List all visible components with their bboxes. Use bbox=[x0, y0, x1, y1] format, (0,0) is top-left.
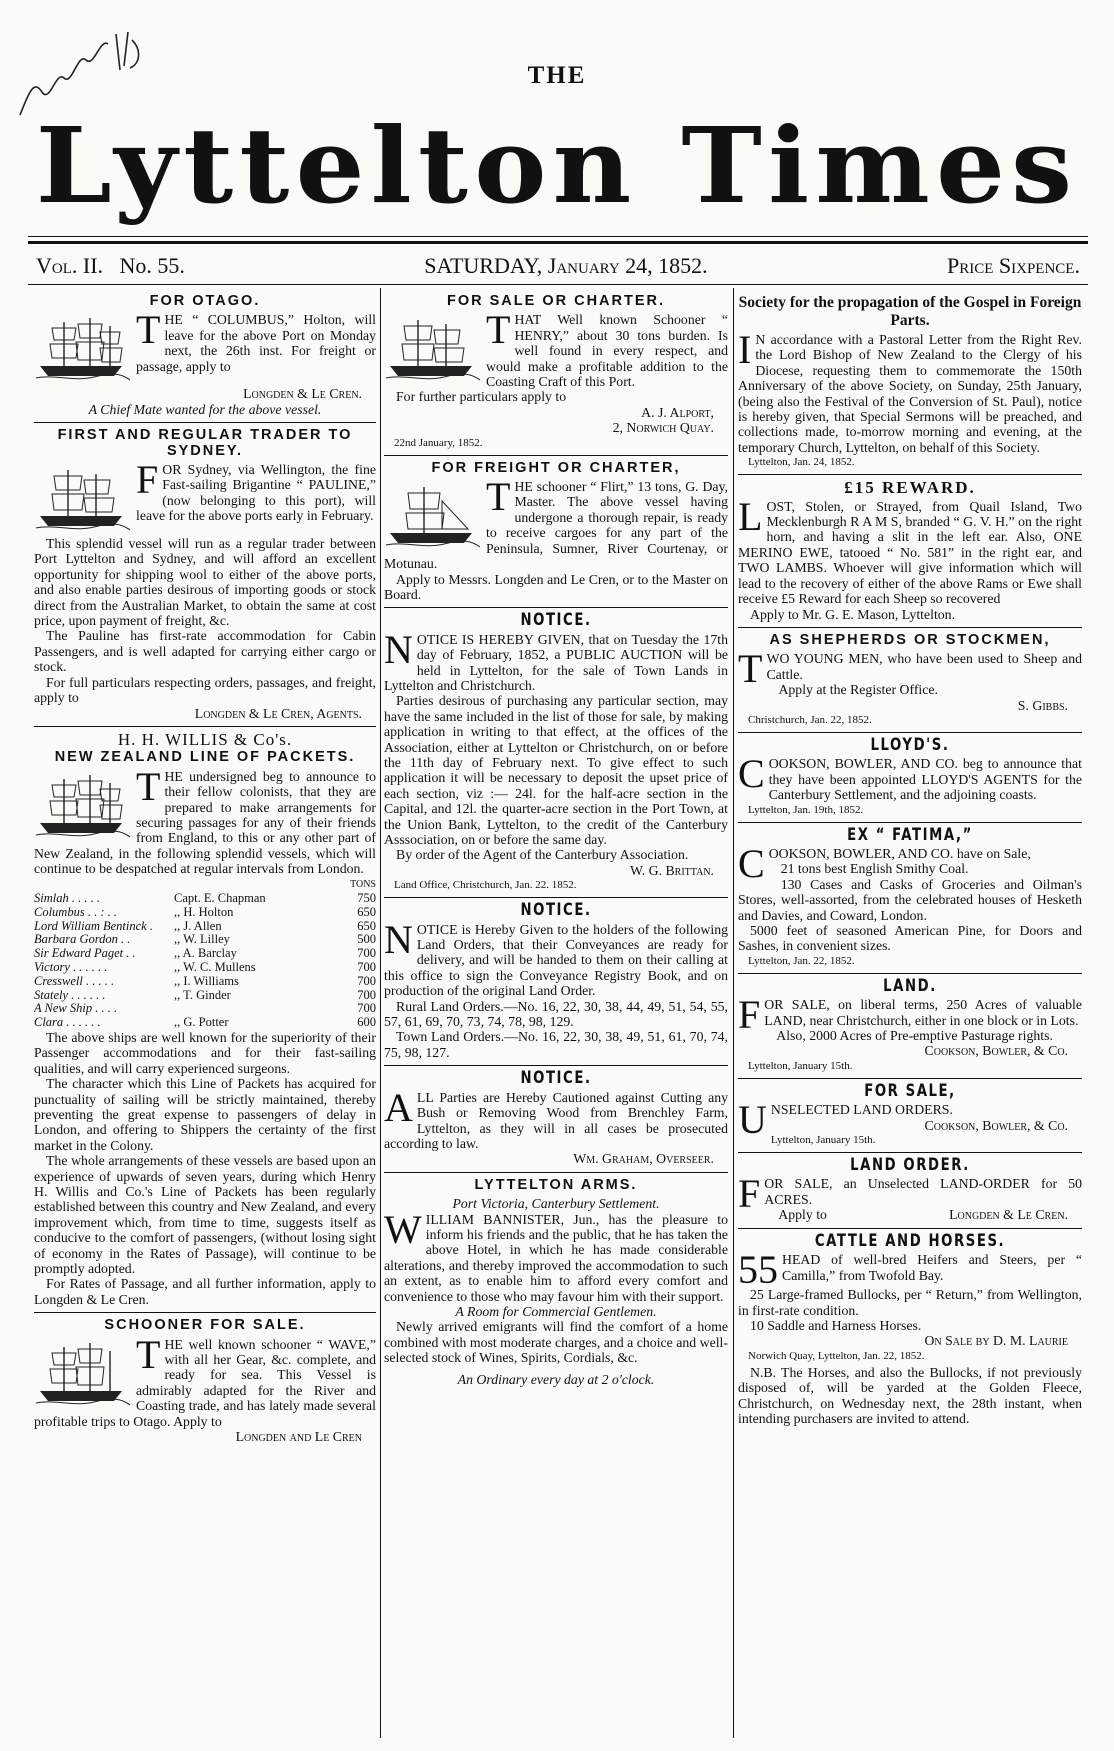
drop-cap: T bbox=[738, 646, 763, 692]
vessel-row bbox=[34, 947, 376, 961]
ad-text: WO YOUNG MEN, who have been used to Sheep and Cattle. bbox=[766, 651, 1082, 682]
ship-icon bbox=[384, 481, 480, 551]
column-divider bbox=[733, 288, 734, 1738]
ad-heading: NOTICE. bbox=[520, 900, 592, 921]
ad-date: Christchurch, Jan. 22, 1852. bbox=[748, 713, 872, 726]
vessel-name: Simlah . . . . . bbox=[34, 890, 100, 905]
vessel-captain: ,, J. Allen bbox=[174, 918, 222, 933]
ad-sydney bbox=[34, 428, 376, 721]
ad-paragraph: By order of the Agent of the Canterbury Association. bbox=[396, 847, 689, 863]
price: Price Sixpence. bbox=[947, 253, 1080, 278]
ad-paragraph: Also, 2000 Acres of Pre-emptive Pasturage rights. bbox=[776, 1028, 1053, 1044]
column-left bbox=[34, 292, 376, 1742]
drop-cap: F bbox=[738, 1171, 761, 1217]
ad-text: OR SALE, on liberal terms, 250 Acres of valuable LAND, near Christchurch, either in one block or in Lots. bbox=[764, 997, 1082, 1028]
vessel-name: Sir Edward Paget . . bbox=[34, 946, 136, 961]
ad-otago bbox=[34, 294, 376, 417]
vessel-name: Cresswell . . . . . bbox=[34, 973, 115, 988]
ad-signature: Cookson, Bowler, & Co. bbox=[924, 1043, 1068, 1059]
drop-cap: T bbox=[136, 1331, 161, 1377]
drop-cap: 55 bbox=[738, 1247, 778, 1293]
drop-cap: U bbox=[738, 1097, 767, 1143]
list-item: 21 tons best English Smithy Coal. bbox=[780, 861, 969, 877]
ad-note: A Room for Commercial Gentlemen. bbox=[455, 1303, 657, 1319]
ad-land-order bbox=[738, 1155, 1082, 1223]
vessel-name: Barbara Gordon . . bbox=[34, 932, 131, 947]
ad-paragraph: N.B. The Horses, and also the Bullocks, if not previously disposed of, will be yarded at the Golden Fleece, Christchurch, on Wednesday next, the 28th instant, when intending purchasers are invited to attend. bbox=[738, 1364, 1082, 1426]
ad-heading: AS SHEPHERDS OR STOCKMEN, bbox=[769, 631, 1051, 648]
vessel-name: Clara . . . . . . bbox=[34, 1015, 101, 1030]
ad-paragraph: Apply at the Register Office. bbox=[778, 682, 938, 698]
ad-paragraph: The above ships are well known for the superiority of their Passenger accommodations and for their fast-sailing qualities, and will carry experienced surgeons. bbox=[34, 1029, 376, 1076]
drop-cap: C bbox=[738, 840, 765, 886]
ad-fatima bbox=[738, 824, 1082, 968]
ad-heading: NOTICE. bbox=[520, 1068, 592, 1089]
vessel-captain: ,, W. C. Mullens bbox=[174, 959, 256, 974]
vessel-captain bbox=[174, 1002, 342, 1016]
ad-paragraph: For Rates of Passage, and all further information, apply to Longden & Le Cren. bbox=[34, 1276, 376, 1307]
dateline bbox=[36, 250, 1080, 282]
vessel-tons: 700 bbox=[357, 1001, 376, 1016]
drop-cap: A bbox=[384, 1084, 413, 1130]
ad-date: Lyttelton, Jan. 19th, 1852. bbox=[748, 803, 864, 816]
ad-text: HAT Well known Schooner “ HENRY,” about 30 tons burden. Is well found in every respect, and would make a profitable addition to the Coasting Craft of this Port. bbox=[486, 312, 728, 390]
vessel-name: Lord William Bentinck . bbox=[34, 918, 153, 933]
drop-cap: N bbox=[384, 626, 413, 672]
drop-cap: N bbox=[384, 916, 413, 962]
ad-heading: CATTLE AND HORSES. bbox=[814, 1230, 1006, 1251]
column-divider bbox=[380, 288, 381, 1738]
ad-date: 22nd January, 1852. bbox=[394, 436, 483, 449]
ad-signature: S. Gibbs. bbox=[1017, 697, 1068, 713]
town-land-orders: Town Land Orders.—No. 16, 22, 30, 38, 49, 51, 61, 70, 74, 75, 98, 127. bbox=[384, 1029, 728, 1060]
ad-signature: Wm. Graham, Overseer. bbox=[573, 1151, 714, 1167]
list-item: 130 Cases and Casks of Groceries and Oilman's Stores, well-assorted, from the celebrated houses of Hesketh and Davies, and Coward, London. bbox=[738, 876, 1082, 923]
ad-date: Norwich Quay, Lyttelton, Jan. 22, 1852. bbox=[748, 1349, 925, 1362]
issue-number: No. 55. bbox=[119, 253, 185, 278]
ad-signature: On Sale by D. M. Laurie bbox=[924, 1333, 1068, 1349]
ad-heading: FIRST AND REGULAR TRADER TO SYDNEY. bbox=[57, 427, 353, 459]
ad-land bbox=[738, 975, 1082, 1073]
vessel-tons: 500 bbox=[357, 932, 376, 947]
ad-flirt bbox=[384, 461, 728, 603]
ad-shepherds bbox=[738, 633, 1082, 727]
ad-heading: LYTTELTON ARMS. bbox=[474, 1176, 638, 1193]
ad-text: OR SALE, an Unselected LAND-ORDER for 50 ACRES. bbox=[764, 1176, 1082, 1207]
masthead-rule-thick bbox=[28, 241, 1088, 244]
ad-text: OOKSON, BOWLER, AND CO. have on Sale, bbox=[768, 845, 1031, 861]
ship-icon bbox=[34, 464, 130, 534]
ad-date: Lyttelton, Jan. 22, 1852. bbox=[748, 954, 855, 967]
volume-number bbox=[36, 253, 185, 279]
drop-cap: L bbox=[738, 493, 763, 539]
ad-address: 2, Norwich Quay. bbox=[612, 420, 714, 436]
ad-paragraph: Apply to Messrs. Longden and Le Cren, or to the Master on Board. bbox=[384, 571, 728, 602]
drop-cap: T bbox=[136, 763, 161, 809]
ad-text: NSELECTED LAND ORDERS. bbox=[770, 1102, 953, 1118]
vessel-row bbox=[34, 989, 376, 1003]
ship-icon bbox=[34, 1339, 130, 1409]
vessel-tons: 750 bbox=[357, 890, 376, 905]
ad-lyttelton-arms bbox=[384, 1178, 728, 1387]
notice-auction bbox=[384, 610, 728, 892]
vessel-row bbox=[34, 975, 376, 989]
ad-heading: NOTICE. bbox=[520, 610, 592, 631]
ad-heading: H. H. WILLIS & Co's. bbox=[117, 729, 293, 749]
ad-henry bbox=[384, 294, 728, 450]
notice-land-orders bbox=[384, 900, 728, 1060]
vessel-row bbox=[34, 1016, 376, 1030]
ship-icon bbox=[384, 314, 480, 384]
list-item: 10 Saddle and Harness Horses. bbox=[750, 1317, 922, 1333]
vessel-name: A New Ship . . . . bbox=[34, 1001, 118, 1016]
masthead-the: THE bbox=[527, 62, 587, 89]
vessel-captain: ,, T. Ginder bbox=[174, 987, 231, 1002]
ad-date: Lyttelton, January 15th. bbox=[770, 1134, 876, 1147]
ad-signature: Longden & Le Cren. bbox=[243, 386, 362, 402]
drop-cap: W bbox=[384, 1206, 422, 1252]
masthead-rule bbox=[28, 236, 1088, 237]
list-item: 5000 feet of seasoned American Pine, for Doors and Sashes, in convenient sizes. bbox=[738, 923, 1082, 954]
ad-text: N accordance with a Pastoral Letter from the Right Rev. the Lord Bishop of New Zealand to the Clergy of his Diocese, requesting them to commemorate the 150th Anniversary of the above Society, on Sunday, 25th January, (being also the Festival of the Conversion of St. Paul), notice is hereby given, that Special Sermons will be preached, and collections made, to-morrow morning and evening, at the temporary Church, Lyttelton, on behalf of this Society. bbox=[738, 332, 1082, 455]
masthead-title: Lyttelton Times bbox=[35, 104, 1079, 227]
vessel-tons: 650 bbox=[357, 904, 376, 919]
column-middle bbox=[384, 292, 728, 1742]
vessel-tons: 700 bbox=[357, 946, 376, 961]
ad-signature: A. J. Alport, bbox=[641, 404, 714, 420]
ad-reward bbox=[738, 480, 1082, 622]
ad-paragraph: For further particulars apply to bbox=[396, 389, 567, 405]
drop-cap: T bbox=[136, 307, 161, 353]
ad-text: OTICE IS HEREBY GIVEN, that on Tuesday the 17th day of February, 1852, a PUBLIC AUCTION will be held in Lyttelton, for the sale of Town Lands in Lyttelton and Christchurch. bbox=[384, 631, 728, 693]
dateline-rule bbox=[28, 284, 1088, 285]
ad-heading: EX “ FATIMA,” bbox=[847, 824, 973, 845]
ad-land-orders-sale bbox=[738, 1080, 1082, 1147]
ad-text: OST, Stolen, or Strayed, from Quail Island, Two Mecklenburgh R A M S, branded “ G. V. H.” on the right horn, and having a slit in the left ear. Also, ONE MERINO EWE, tatooed “ No. 581” in the right ear, and TWO LAMBS. Whoever will give information which will lead to the recovery of either of the above Rams or Ewe shall receive £5 Reward for each Sheep so recovered bbox=[738, 498, 1082, 607]
ad-text: OTICE is Hereby Given to the holders of the following Land Orders, that their Conveyances are ready for delivery, and will be handed to them on their calling at this office to sign the Conveyance Registry Book, and on production of the original Land Order. bbox=[384, 921, 728, 999]
tons-label: TONS bbox=[350, 878, 376, 890]
ad-paragraph: The Pauline has first-rate accommodation for Cabin Passengers, and is well adapted for carrying either cargo or stock. bbox=[34, 628, 376, 675]
ad-heading: LAND ORDER. bbox=[850, 1155, 970, 1176]
ad-text: HE schooner “ Flirt,” 13 tons, G. Day, Master. The above vessel having undergone a thorough repair, is ready to receive cargoes for any part of the Peninsula, Sumner, River Courtenay, or Motunau. bbox=[384, 479, 728, 572]
ad-apply: Apply to bbox=[778, 1207, 827, 1223]
ad-paragraph: Apply to Mr. G. E. Mason, Lyttelton. bbox=[750, 606, 956, 622]
ad-cattle-horses bbox=[738, 1230, 1082, 1427]
vessel-row bbox=[34, 1002, 376, 1016]
ad-text: OR Sydney, via Wellington, the fine Fast-sailing Brigantine “ PAULINE,” (now belonging to this port), will leave for the above ports early in February. bbox=[136, 462, 376, 524]
volume: Vol. II. bbox=[36, 253, 104, 278]
ad-note: A Chief Mate wanted for the above vessel. bbox=[88, 401, 322, 417]
drop-cap: F bbox=[136, 457, 159, 503]
issue-date: SATURDAY, January 24, 1852. bbox=[424, 253, 708, 278]
ad-signature: W. G. Brittan. bbox=[629, 862, 714, 878]
vessel-row bbox=[34, 933, 376, 947]
ad-heading: £15 REWARD. bbox=[844, 478, 976, 498]
vessel-captain: ,, A. Barclay bbox=[174, 946, 237, 961]
ad-heading: SCHOONER FOR SALE. bbox=[104, 1317, 306, 1334]
ad-date: Lyttelton, Jan. 24, 1852. bbox=[748, 456, 855, 469]
ad-signature: Longden & Le Cren, Agents. bbox=[194, 705, 362, 721]
ad-heading: Society for the propagation of the Gospel in Foreign Parts. bbox=[738, 294, 1082, 329]
ad-heading: FOR SALE OR CHARTER. bbox=[446, 293, 666, 309]
ad-signature: Cookson, Bowler, & Co. bbox=[924, 1117, 1068, 1133]
ad-heading: FOR SALE, bbox=[864, 1080, 956, 1101]
vessel-captain: Capt. E. Chapman bbox=[174, 890, 266, 905]
vessel-captain: ,, W. Lilley bbox=[174, 932, 230, 947]
ad-heading: FOR FREIGHT OR CHARTER, bbox=[431, 459, 681, 476]
column-right bbox=[738, 292, 1082, 1742]
ad-subheading: Port Victoria, Canterbury Settlement. bbox=[452, 1196, 660, 1212]
rural-land-orders: Rural Land Orders.—No. 16, 22, 30, 38, 44, 49, 51, 54, 55, 57, 61, 69, 70, 73, 74, 78, 98, 129. bbox=[384, 998, 728, 1030]
vessel-name: Columbus . . : . . bbox=[34, 904, 117, 919]
ad-paragraph: Newly arrived emigrants will find the comfort of a home combined with most moderate charges, and a choice and well-selected stock of Wines, Spirits, Cordials, &c. bbox=[384, 1319, 728, 1366]
ad-note: An Ordinary every day at 2 o'clock. bbox=[457, 1371, 655, 1387]
drop-cap: T bbox=[486, 474, 511, 520]
vessel-row bbox=[34, 906, 376, 920]
ad-signature: Longden and Le Cren bbox=[235, 1429, 362, 1445]
vessel-name: Victory . . . . . . bbox=[34, 959, 108, 974]
ad-gospel-society bbox=[738, 294, 1082, 469]
ship-icon bbox=[34, 314, 130, 384]
ad-date: Lyttelton, January 15th. bbox=[748, 1059, 853, 1072]
vessel-tons: 700 bbox=[357, 973, 376, 988]
ad-paragraph: The character which this Line of Packets has acquired for punctuality of sailing will be strictly maintained, thereby preventing the great expense to passengers of delay in London, and offering to Shippers the certainty of the first market in the Colony. bbox=[34, 1076, 376, 1153]
ad-willis bbox=[34, 729, 376, 1307]
ad-schooner bbox=[34, 1318, 376, 1444]
vessel-captain: ,, H. Holton bbox=[174, 904, 234, 919]
ad-paragraph: For full particulars respecting orders, passages, and freight, apply to bbox=[34, 674, 376, 706]
drop-cap: C bbox=[738, 751, 765, 797]
ad-text: HEAD of well-bred Heifers and Steers, per “ Camilla,” from Twofold Bay. bbox=[782, 1252, 1082, 1283]
ad-paragraph: This splendid vessel will run as a regular trader between Port Lyttelton and Sydney, and will afford an excellent opportunity for shipping wool to either of the above ports, and also enable parties desirous of importing goods or stock direct from the Australian Market, to obtain the same at cost price, upon payment of freight, &c. bbox=[34, 536, 376, 629]
list-item: 25 Large-framed Bullocks, per “ Return,” from Wellington, in first-rate condition. bbox=[738, 1287, 1082, 1318]
ship-icon bbox=[34, 771, 130, 841]
ad-signature: Longden & Le Cren. bbox=[949, 1207, 1068, 1223]
ad-heading: FOR OTAGO. bbox=[149, 293, 261, 309]
ad-paragraph: Parties desirous of purchasing any particular section, may have the same included in the list of those for sale, by making application in writing to that effect, at the offices of the Association, either at Lyttelton or Christchurch, on or before the 11th day of February next. To give effect to such application it will be necessary to deposit the upset price of each section, viz :— 24l. for the half-acre section in the Capital, and 12l. the quarter-acre section in the Port Town, at the Union Bank, Lyttelton, to the credit of the Canterbury Asssociation, on or before the same day. bbox=[384, 693, 728, 847]
drop-cap: T bbox=[486, 307, 511, 353]
drop-cap: I bbox=[738, 327, 752, 372]
vessel-name: Stately . . . . . . bbox=[34, 987, 106, 1002]
ad-text: HE “ COLUMBUS,” Holton, will leave for the above Port on Monday next, the 26th inst. For freight or passage, apply to bbox=[136, 312, 376, 374]
vessel-row bbox=[34, 961, 376, 975]
ad-text: ILLIAM BANNISTER, Jun., has the pleasure to inform his friends and the public, that he has taken the above Hotel, in which he has made considerable alterations, and thereby improved the accommodation to such an extent, as to enable him to afford every comfort and convenience to those who may favour him with their support. bbox=[384, 1211, 728, 1304]
ad-lloyds bbox=[738, 734, 1082, 817]
vessel-row bbox=[34, 892, 376, 906]
notice-caution bbox=[384, 1068, 728, 1167]
vessel-row bbox=[34, 920, 376, 934]
vessel-tons: 600 bbox=[357, 1015, 376, 1030]
ad-text: HE well known schooner “ WAVE,” with all her Gear, &c. complete, and ready for sea. This Vessel is admirably adapted for the River and Coasting trade, and has lately made several profitable trips to Otago. Apply to bbox=[34, 1336, 376, 1429]
vessel-tons: 700 bbox=[357, 959, 376, 974]
vessel-captain: ,, G. Potter bbox=[174, 1015, 229, 1030]
ad-paragraph: The whole arrangements of these vessels are based upon an experience of upwards of seven years, during which Henry H. Willis and Co.'s Line of Packets has been regularly established between this country and New Zealand, and every improvement which, from time to time, suggests itself as conducive to the comfort of passengers, (without losing sight of economy in the Rates of Passage), will continue to be promptly adopted. bbox=[34, 1153, 376, 1277]
ad-subheading: NEW ZEALAND LINE OF PACKETS. bbox=[54, 749, 356, 766]
ad-text: LL Parties are Hereby Cautioned against Cutting any Bush or Removing Wood from Brenchley Farm, Lyttelton, as they will in all cases be prosecuted according to law. bbox=[384, 1089, 728, 1151]
ad-heading: LLOYD'S. bbox=[870, 734, 950, 755]
vessel-tons: 650 bbox=[357, 918, 376, 933]
drop-cap: F bbox=[738, 992, 761, 1038]
ad-heading: LAND. bbox=[883, 975, 937, 996]
ad-text: HE undersigned beg to announce to their fellow colonists, that they are prepared to make arrangements for securing passages for any of their friends from England, to this or any other part of New Zealand, in the following splendid vessels, which will continue to be despatched at regular intervals from London. bbox=[34, 768, 376, 877]
vessel-tons: 700 bbox=[357, 987, 376, 1002]
ad-date: Land Office, Christchurch, Jan. 22. 1852. bbox=[394, 879, 577, 892]
vessel-captain: ,, I. Williams bbox=[174, 973, 239, 988]
ad-text: OOKSON, BOWLER, AND CO. beg to announce that they have been appointed LLOYD'S AGENTS for the Canterbury Settlement, and the adjoining coasts. bbox=[768, 756, 1082, 803]
